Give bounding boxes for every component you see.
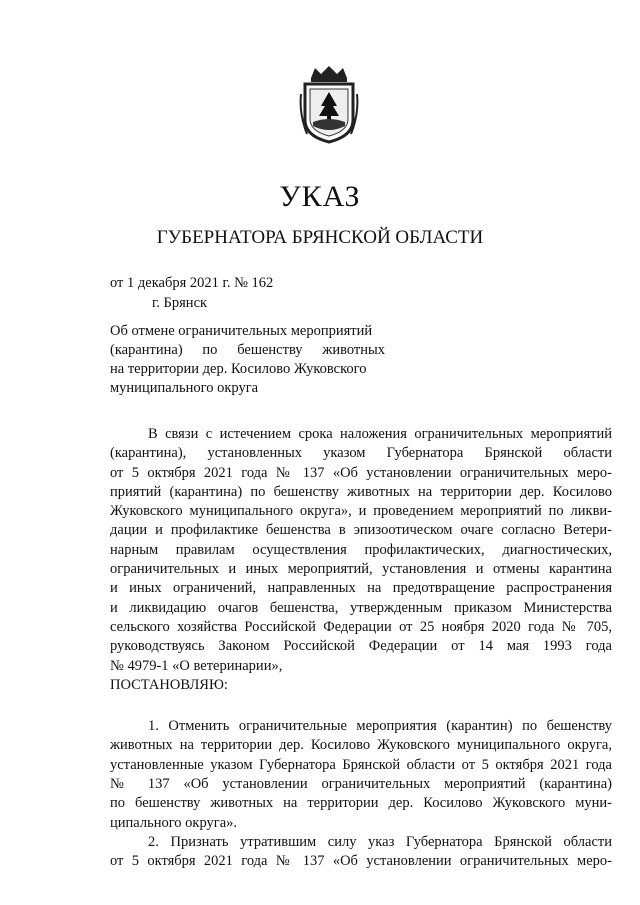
body-line: и ликвидацию очагов бешенства, утвержденным приказом Министерства — [110, 599, 612, 616]
item-2-paragraph — [110, 833, 612, 872]
body-line: 2. Признать утратившим силу указ Губернатора Брянской области — [148, 833, 612, 850]
body-line: № 4979-1 «О ветеринарии», — [110, 657, 283, 674]
body-line: животных на территории дер. Косилово Жуковского муниципального округа, — [110, 737, 612, 754]
body-line: по бешенству животных на территории дер. Косилово Жуковского муни- — [110, 795, 612, 812]
body-line: ципального округа». — [110, 814, 238, 831]
body-line: установленные указом Губернатора Брянской области от 5 октября 2021 года — [110, 756, 612, 773]
body-line: руководствуясь Законом Российской Федерации от 14 мая 1993 года — [110, 638, 612, 655]
body-line: ограничительных и иных мероприятий, установления и отмены карантина — [110, 561, 612, 578]
body-line: сельского хозяйства Российской Федерации от 25 ноября 2020 года № 705, — [110, 618, 612, 635]
decree-word: ПОСТАНОВЛЯЮ: — [110, 676, 228, 693]
subject-line: муниципального округа — [110, 380, 259, 396]
bryansk-coat-of-arms-icon — [297, 64, 361, 146]
body-line: приятий (карантина) по бешенству животных на территории дер. Косилово — [110, 483, 612, 500]
decree-body — [110, 425, 612, 872]
body-line: Жуковского муниципального округа», и проведением мероприятий по ликви- — [110, 503, 612, 520]
document-subtitle: ГУБЕРНАТОРА БРЯНСКОЙ ОБЛАСТИ — [156, 227, 484, 248]
decree-subject — [110, 322, 385, 398]
body-line: (карантина), установленных указом Губернатора Брянской области — [110, 445, 612, 462]
document-title: УКАЗ — [279, 180, 361, 213]
body-line: 1. Отменить ограничительные мероприятия (карантин) по бешенству — [148, 718, 612, 735]
body-line: № 137 «Об установлении ограничительных мероприятий (карантина) — [110, 776, 612, 793]
body-line: В связи с истечением срока наложения ограничительных мероприятий — [148, 426, 612, 442]
preamble-paragraph — [110, 425, 612, 676]
body-line: от 5 октября 2021 года № 137 «Об установлении ограничительных меро- — [110, 853, 612, 870]
body-line: дации и профилактике бешенства в эпизоотическом очаге согласно Ветери- — [110, 522, 612, 539]
body-line: и иных ограничений, направленных на предотвращение распространения — [110, 580, 612, 597]
city-line: г. Брянск — [152, 295, 208, 311]
subject-line: на территории дер. Косилово Жуковского — [110, 361, 367, 377]
subject-line: (карантина) по бешенству животных — [110, 342, 385, 358]
date-number-line: от 1 декабря 2021 г. № 162 — [110, 275, 274, 291]
body-line: от 5 октября 2021 года № 137 «Об установлении ограничительных меро- — [110, 464, 612, 481]
body-line: нарным правилам осуществления профилактических, диагностических, — [110, 541, 612, 558]
subject-line: Об отмене ограничительных мероприятий — [110, 323, 373, 339]
item-1-paragraph — [110, 717, 612, 833]
